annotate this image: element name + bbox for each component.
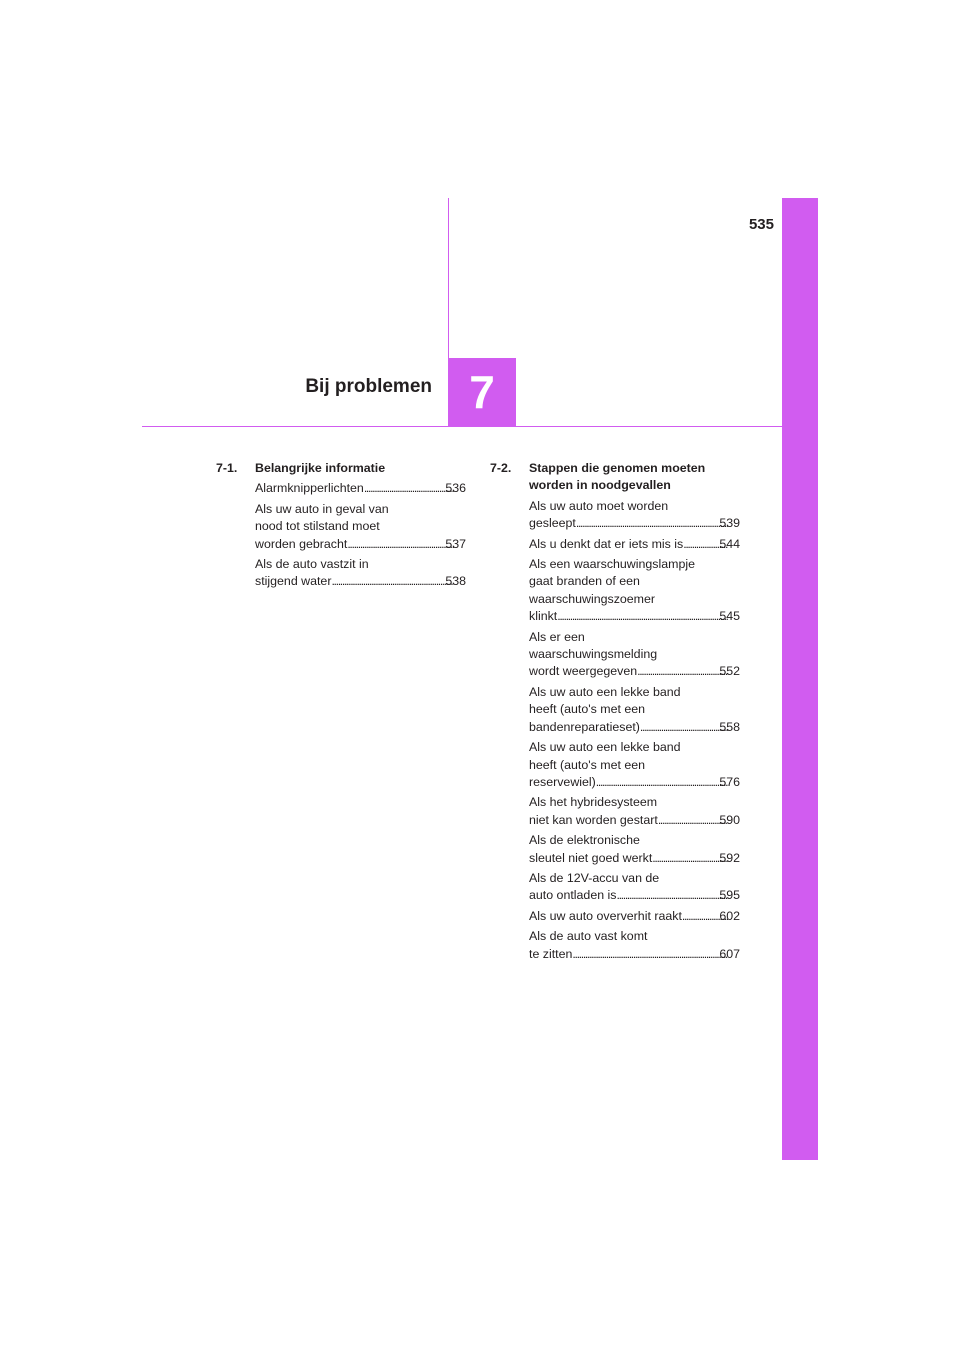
toc-entry-text: wordt weergegeven [529, 664, 638, 679]
toc-entry[interactable] [490, 498, 740, 533]
toc-entry[interactable] [490, 794, 740, 829]
toc-entry-last-line [529, 515, 740, 532]
toc-entry-line: Als de auto vastzit in [255, 557, 369, 572]
toc-page-number: 552 [719, 664, 740, 679]
toc-entry-last-line [529, 663, 740, 680]
section-heading [216, 460, 466, 477]
toc-column-left [216, 460, 466, 591]
toc-entry-last-line [529, 774, 740, 791]
toc-entry-line: Als uw auto moet worden [529, 498, 669, 513]
toc-page-number: 539 [719, 516, 740, 531]
toc-entry-text: Alarmknipperlichten [255, 481, 364, 496]
toc-entry[interactable] [490, 908, 740, 925]
toc-entry[interactable] [490, 536, 740, 553]
section-title-line: worden in noodgevallen [529, 478, 671, 493]
toc-page-number: 590 [719, 812, 740, 827]
toc-entry[interactable] [216, 501, 466, 553]
toc-entry-line: waarschuwingszoemer [529, 591, 656, 606]
section-title-line: Stappen die genomen moeten [529, 461, 706, 475]
section-number: 7-2. [490, 461, 512, 475]
toc-entry[interactable] [216, 556, 466, 591]
toc-entry-last-line [529, 946, 740, 963]
toc-entry[interactable] [490, 870, 740, 905]
toc-entry-text: niet kan worden gestart [529, 812, 658, 827]
toc-entry-line: Als een waarschuwingslampje [529, 557, 695, 572]
toc-entry-text: sleutel niet goed werkt [529, 850, 653, 865]
toc-entry[interactable] [490, 684, 740, 736]
toc-page-number: 536 [445, 481, 466, 496]
page-number: 535 [748, 216, 774, 233]
toc-page-number: 592 [719, 850, 740, 865]
toc-page-number: 544 [719, 536, 740, 551]
toc-entry-line: Als de 12V-accu van de [529, 870, 660, 885]
dot-leader [658, 812, 729, 829]
chapter-divider-vertical [448, 198, 449, 358]
toc-entry-line: Als er een [529, 629, 585, 644]
toc-entry-last-line [529, 887, 740, 904]
chapter-side-tab [782, 198, 818, 1160]
toc-page-number: 607 [719, 946, 740, 961]
toc-entry-last-line [529, 908, 740, 925]
toc-entry-line: Als de elektronische [529, 833, 640, 848]
toc-entry-line: Als de auto vast komt [529, 929, 648, 944]
toc-entry[interactable] [490, 556, 740, 626]
chapter-divider-horizontal [142, 426, 782, 427]
dot-leader [640, 719, 728, 736]
section-heading [490, 460, 740, 495]
dot-leader [557, 608, 728, 625]
toc-entry-text: Als uw auto oververhit raakt [529, 908, 682, 923]
toc-entry-line: waarschuwingsmelding [529, 647, 658, 662]
toc-entry-line: Als het hybridesysteem [529, 795, 658, 810]
toc-entry-text: worden gebracht [255, 536, 348, 551]
toc-entry-last-line [529, 812, 740, 829]
dot-leader [652, 850, 728, 867]
chapter-title: Bij problemen [305, 376, 432, 397]
toc-entry-line: Als uw auto een lekke band [529, 684, 681, 699]
dot-leader [576, 515, 728, 532]
dot-leader [331, 573, 454, 590]
toc-page-number: 537 [445, 536, 466, 551]
toc-entry-line: heeft (auto's met een [529, 702, 646, 717]
toc-page-number: 545 [719, 609, 740, 624]
toc-entry-text: reservewiel) [529, 774, 596, 789]
toc-entry[interactable] [490, 629, 740, 681]
toc-entry-line: nood tot stilstand moet [255, 519, 380, 534]
chapter-number-box: 7 [448, 358, 516, 426]
toc-entry-text: Als u denkt dat er iets mis is [529, 536, 684, 551]
dot-leader [596, 774, 729, 791]
toc-page-number: 602 [719, 908, 740, 923]
toc-entry-text: stijgend water [255, 574, 332, 589]
dot-leader [617, 887, 729, 904]
toc-entry-line: Als uw auto een lekke band [529, 740, 681, 755]
toc-entry-last-line [255, 480, 466, 497]
dot-leader [364, 480, 455, 497]
dot-leader [347, 536, 454, 553]
dot-leader [637, 663, 728, 680]
toc-entry[interactable] [490, 928, 740, 963]
toc-entry-text: bandenreparatieset) [529, 719, 640, 734]
toc-entry-text: gesleept [529, 516, 576, 531]
toc-entry-line: Als uw auto in geval van [255, 501, 389, 516]
toc-entry-last-line [529, 850, 740, 867]
toc-entry-line: heeft (auto's met een [529, 757, 646, 772]
toc-page-number: 538 [445, 574, 466, 589]
section-number: 7-1. [216, 461, 238, 475]
dot-leader [572, 946, 728, 963]
toc-entry-last-line [529, 719, 740, 736]
toc-column-right [490, 460, 740, 963]
toc-entry[interactable] [490, 832, 740, 867]
toc-entry-last-line [255, 536, 466, 553]
toc-entry[interactable] [216, 480, 466, 497]
toc-entry-line: gaat branden of een [529, 574, 640, 589]
toc-entry[interactable] [490, 739, 740, 791]
toc-entry-text: klinkt [529, 609, 558, 624]
toc-entry-text: auto ontladen is [529, 888, 617, 903]
toc-entry-text: te zitten [529, 946, 573, 961]
toc-entry-last-line [255, 573, 466, 590]
toc-page-number: 558 [719, 719, 740, 734]
toc-entry-last-line [529, 536, 740, 553]
toc-page-number: 576 [719, 774, 740, 789]
toc-page-number: 595 [719, 888, 740, 903]
toc-entry-last-line [529, 608, 740, 625]
section-title-line: Belangrijke informatie [255, 461, 386, 475]
